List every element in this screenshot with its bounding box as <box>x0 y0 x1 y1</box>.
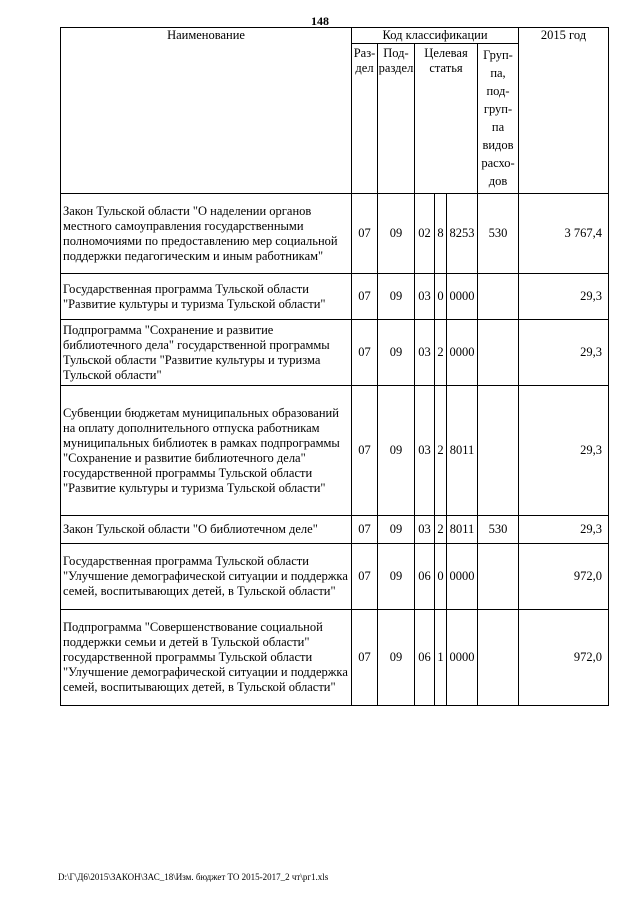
row-expense-type: 530 <box>478 194 519 274</box>
row-target-subprogram: 2 <box>435 386 447 516</box>
row-target-direction: 0000 <box>447 544 478 610</box>
row-target-subprogram: 8 <box>435 194 447 274</box>
row-amount: 972,0 <box>519 610 609 706</box>
header-target: Целевая статья <box>415 44 478 194</box>
row-expense-type: 530 <box>478 516 519 544</box>
table-row <box>61 274 609 320</box>
row-subsection: 09 <box>378 386 415 516</box>
table-row <box>61 386 609 516</box>
table-row <box>61 516 609 544</box>
row-target-program: 03 <box>415 274 435 320</box>
row-subsection: 09 <box>378 610 415 706</box>
header-name: Наименование <box>61 28 352 194</box>
header-subsection: Под- раздел <box>378 44 415 194</box>
row-target-direction: 0000 <box>447 320 478 386</box>
row-subsection: 09 <box>378 544 415 610</box>
table-row <box>61 610 609 706</box>
row-target-subprogram: 1 <box>435 610 447 706</box>
table-row <box>61 320 609 386</box>
row-expense-type <box>478 320 519 386</box>
row-name: Закон Тульской области "О наделении органов местного самоуправления государственными полномочиями по предоставлению мер социальной поддержки педагогическим и иным работникам" <box>61 194 352 274</box>
row-section: 07 <box>352 320 378 386</box>
row-amount: 29,3 <box>519 386 609 516</box>
row-subsection: 09 <box>378 320 415 386</box>
row-target-direction: 0000 <box>447 274 478 320</box>
row-target-subprogram: 0 <box>435 544 447 610</box>
row-target-program: 06 <box>415 544 435 610</box>
row-amount: 29,3 <box>519 320 609 386</box>
row-section: 07 <box>352 274 378 320</box>
row-section: 07 <box>352 194 378 274</box>
row-target-program: 03 <box>415 320 435 386</box>
file-path-footer: D:\Г\Д6\2015\ЗАКОН\ЗАС_18\Изм. бюджет ТО 2015-2017_2 чт\рг1.xls <box>58 872 329 882</box>
row-expense-type <box>478 274 519 320</box>
row-target-subprogram: 2 <box>435 320 447 386</box>
row-target-direction: 8253 <box>447 194 478 274</box>
row-subsection: 09 <box>378 194 415 274</box>
row-amount: 29,3 <box>519 274 609 320</box>
row-amount: 972,0 <box>519 544 609 610</box>
row-target-direction: 8011 <box>447 386 478 516</box>
row-name: Закон Тульской области "О библиотечном деле" <box>61 516 352 544</box>
page-number: 148 <box>311 14 329 28</box>
row-target-program: 06 <box>415 610 435 706</box>
row-amount: 3 767,4 <box>519 194 609 274</box>
row-target-subprogram: 0 <box>435 274 447 320</box>
row-expense-type <box>478 610 519 706</box>
row-name: Государственная программа Тульской области "Развитие культуры и туризма Тульской области" <box>61 274 352 320</box>
row-section: 07 <box>352 516 378 544</box>
row-name: Государственная программа Тульской области "Улучшение демографической ситуации и поддержка семей, воспитывающих детей, в Тульской области" <box>61 544 352 610</box>
header-section: Раз- дел <box>352 44 378 194</box>
row-expense-type <box>478 544 519 610</box>
header-year: 2015 год <box>519 28 609 194</box>
row-subsection: 09 <box>378 274 415 320</box>
header-code: Код классификации <box>352 28 519 44</box>
row-expense-type <box>478 386 519 516</box>
row-target-direction: 8011 <box>447 516 478 544</box>
budget-table <box>60 27 609 706</box>
row-target-program: 03 <box>415 516 435 544</box>
row-section: 07 <box>352 386 378 516</box>
row-name: Субвенции бюджетам муниципальных образований на оплату дополнительного отпуска работникам муниципальных библиотек в рамках подпрограммы "Сохранение и развитие библиотечного дела" государственной программы Тульской области "Развитие культуры и туризма Тульской области" <box>61 386 352 516</box>
header-group: Груп- па, под- груп- па видов расхо- дов <box>478 44 519 194</box>
row-subsection: 09 <box>378 516 415 544</box>
table-row <box>61 194 609 274</box>
row-target-program: 02 <box>415 194 435 274</box>
row-name: Подпрограмма "Совершенствование социальной поддержки семьи и детей в Тульской области" государственной программы Тульской области "Улучшение демографической ситуации и поддержка семей, воспитывающих детей, в Тульской области" <box>61 610 352 706</box>
row-name: Подпрограмма "Сохранение и развитие библиотечного дела" государственной программы Тульской области "Развитие культуры и туризма Тульской области" <box>61 320 352 386</box>
row-amount: 29,3 <box>519 516 609 544</box>
row-section: 07 <box>352 610 378 706</box>
row-section: 07 <box>352 544 378 610</box>
row-target-direction: 0000 <box>447 610 478 706</box>
table-row <box>61 544 609 610</box>
row-target-subprogram: 2 <box>435 516 447 544</box>
row-target-program: 03 <box>415 386 435 516</box>
